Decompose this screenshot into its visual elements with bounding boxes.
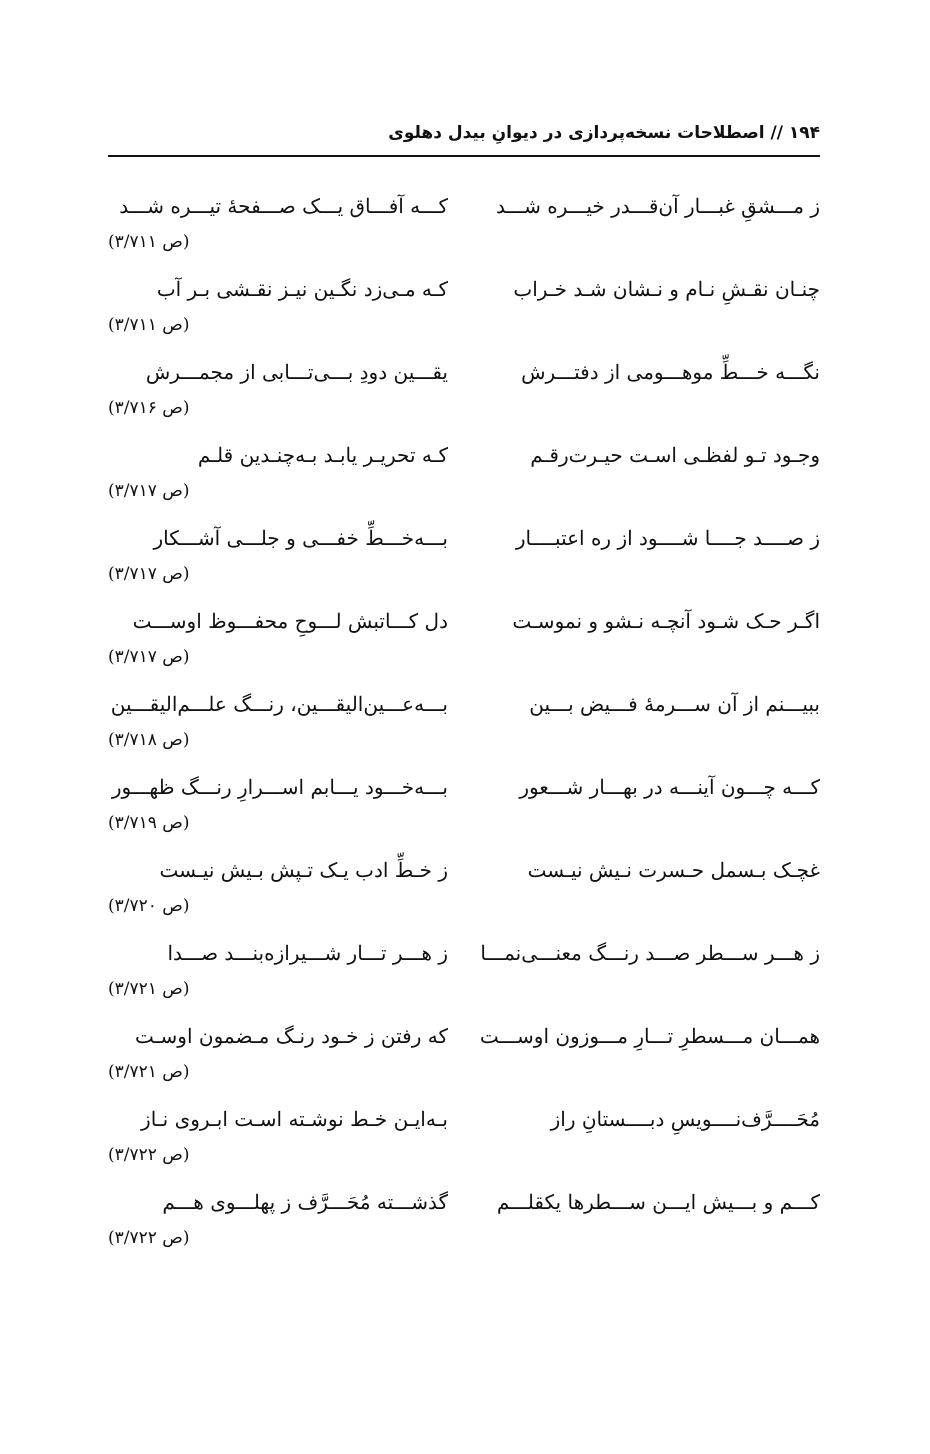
verse: [108, 267, 820, 350]
first-hemistich: کـــه چـــون آینـــه در بهـــار شـــعور: [519, 775, 820, 799]
second-hemistich: یقـــین دودِ بـــی‌تـــابی از مجمـــرش: [145, 360, 448, 384]
page-reference: (ص ۳/۷۲۱): [108, 1062, 190, 1082]
header-rule: [108, 155, 820, 157]
verse: [108, 1097, 820, 1180]
second-hemistich: ز خـطِّ ادب یـک تـپش بـیش نیـست: [159, 858, 448, 882]
first-hemistich: ز صــــد جــــا شــــود از ره اعتبــــار: [515, 526, 820, 550]
page-reference: (ص ۳/۷۱۶): [108, 398, 190, 418]
second-hemistich: بـــه‌عـــین‌الیقـــین، رنـــگ علـــم‌الیقـــین: [110, 692, 448, 716]
running-header: ۱۹۴ // اصطلاحات نسخه‌پردازی در دیوانِ بیدل دهلوی: [388, 123, 820, 143]
second-hemistich: ز هـــر تـــار شـــیرازه‌بنـــد صـــدا: [167, 941, 448, 965]
first-hemistich: مُحَــــرَّف‌نــــویسِ دبــــستانِ راز: [550, 1107, 820, 1131]
first-hemistich: وجـود تـو لفظـی اسـت حیـرت‌رقـم: [530, 443, 820, 467]
second-hemistich: کـه مـی‌زد نگـین نیـز نقـشی بـر آب: [156, 277, 448, 301]
second-hemistich: بـه‌ایـن خـط نوشـته اسـت ابـروی نـاز: [141, 1107, 448, 1131]
page-reference: (ص ۳/۷۱۷): [108, 564, 190, 584]
first-hemistich: نگـــه خـــطِّ موهـــومی از دفتـــرش: [521, 360, 820, 384]
first-hemistich: همـــان مـــسطرِ تـــارِ مـــوزون اوســـت: [480, 1024, 820, 1048]
first-hemistich: ز هـــر ســـطر صـــد رنـــگ معنـــی‌نمـــا: [480, 941, 820, 965]
second-hemistich: کـــه آفـــاق یـــک صـــفحهٔ تیـــره شـــد: [119, 194, 448, 218]
page-reference: (ص ۳/۷۲۲): [108, 1228, 190, 1248]
verse: [108, 1180, 820, 1263]
page-reference: (ص ۳/۷۲۱): [108, 979, 190, 999]
verse: [108, 848, 820, 931]
second-hemistich: بـــه‌خـــود یـــابم اســـرارِ رنـــگ ظهـــور: [111, 775, 448, 799]
second-hemistich: که رفتن ز خـود رنـگ مـضمون اوسـت: [135, 1024, 448, 1048]
first-hemistich: اگـر حـک شـود آنچـه نـشو و نموسـت: [512, 609, 820, 633]
verse: [108, 599, 820, 682]
verse: [108, 350, 820, 433]
page-reference: (ص ۳/۷۱۷): [108, 647, 190, 667]
page-reference: (ص ۳/۷۱۹): [108, 813, 190, 833]
first-hemistich: غچـک بـسمل حـسرت نـیش نیـست: [527, 858, 820, 882]
page-reference: (ص ۳/۷۱۱): [108, 232, 190, 252]
second-hemistich: دل کـــاتبش لـــوحِ محفـــوظ اوســـت: [132, 609, 448, 633]
page-reference: (ص ۳/۷۱۸): [108, 730, 190, 750]
page-reference: (ص ۳/۷۲۰): [108, 896, 190, 916]
verse: [108, 433, 820, 516]
verse: [108, 931, 820, 1014]
first-hemistich: چنـان نقـشِ نـام و نـشان شـد خـراب: [513, 277, 820, 301]
verse: [108, 765, 820, 848]
page-reference: (ص ۳/۷۱۷): [108, 481, 190, 501]
verse: [108, 1014, 820, 1097]
page-reference: (ص ۳/۷۱۱): [108, 315, 190, 335]
second-hemistich: کـه تحریـر یابـد بـه‌چنـدین قلـم: [197, 443, 448, 467]
first-hemistich: ببیـــنم از آن ســـرمهٔ فـــیض بـــین: [529, 692, 820, 716]
first-hemistich: کـــم و بـــیش ایـــن ســـطرها یکقلـــم: [496, 1190, 820, 1214]
verse-list: [108, 184, 820, 1263]
second-hemistich: گذشـــته مُحَـــرَّف ز پهلـــوی هـــم: [162, 1190, 448, 1214]
second-hemistich: بـــه‌خـــطِّ خفـــی و جلـــی آشـــکار: [153, 526, 448, 550]
page-reference: (ص ۳/۷۲۲): [108, 1145, 190, 1165]
verse: [108, 682, 820, 765]
first-hemistich: ز مـــشقِ غبـــار آن‌قـــدر خیـــره شـــد: [496, 194, 820, 218]
verse: [108, 184, 820, 267]
verse: [108, 516, 820, 599]
